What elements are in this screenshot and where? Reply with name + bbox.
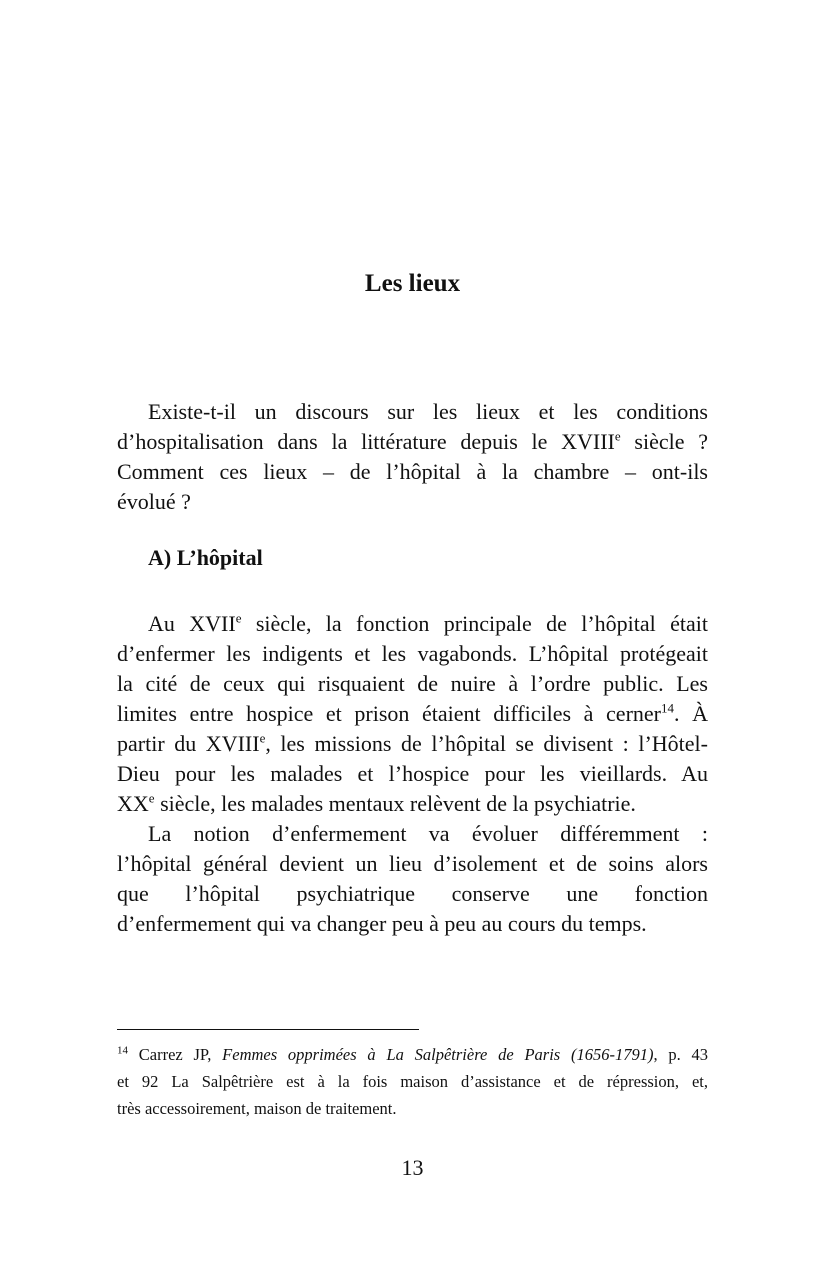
p1-line-5: partir du XVIIIe, les missions de l’hôpital se divisent : l’Hôtel- bbox=[117, 730, 708, 756]
p1-line-6: Dieu pour les malades et l’hospice pour les vieillards. Au bbox=[117, 761, 708, 786]
p1-line-4: limites entre hospice et prison étaient difficiles à cerner$^{14}$. À bbox=[117, 700, 709, 726]
p2-line-1: La notion d’enfermement va évoluer différemment : bbox=[148, 821, 708, 846]
footnote-line-3: très accessoirement, maison de traitement. bbox=[117, 1099, 397, 1118]
page-number: 13 bbox=[401, 1155, 424, 1180]
intro-line-4: évolué ? bbox=[117, 489, 191, 514]
chapter-heading: Les lieux bbox=[364, 270, 461, 297]
footnote-line-1: $^{14}$ Carrez JP, Femmes opprimées à La Salpêtrière de Paris (1656-1791), p. 43 bbox=[117, 1044, 709, 1064]
footnote-number: 14 bbox=[117, 1044, 128, 1057]
p1-line-1: Au XVIIe siècle, la fonction principale de l’hôpital était bbox=[148, 610, 708, 636]
footnote-line-2: et 92 La Salpêtrière est à la fois maison d’assistance et de répression, et, bbox=[117, 1072, 708, 1091]
section-heading-a: A) L’hôpital bbox=[148, 545, 263, 570]
intro-line-2: d’hospitalisation dans la littérature depuis le XVIIIe siècle ? bbox=[117, 428, 708, 454]
p2-line-2: l’hôpital général devient un lieu d’isolement et de soins alors bbox=[117, 851, 708, 876]
intro-line-1: Existe-t-il un discours sur les lieux et les conditions bbox=[148, 399, 708, 424]
cited-work-title: Femmes opprimées à La Salpêtrière de Paris (1656-1791) bbox=[222, 1045, 654, 1064]
p2-line-4: d’enfermement qui va changer peu à peu au cours du temps. bbox=[117, 911, 647, 936]
footnote-ref[interactable]: 14 bbox=[661, 700, 674, 716]
p2-line-3: que l’hôpital psychiatrique conserve une fonction bbox=[117, 881, 708, 906]
superscript: e bbox=[614, 428, 621, 444]
p1-line-7: XXe siècle, les malades mentaux relèvent de la psychiatrie. bbox=[117, 790, 636, 816]
intro-line-3: Comment ces lieux – de l’hôpital à la chambre – ont-ils bbox=[117, 459, 708, 484]
p1-line-3: la cité de ceux qui risquaient de nuire à l’ordre public. Les bbox=[117, 671, 708, 696]
footnote-separator bbox=[117, 1029, 419, 1030]
p1-line-2: d’enfermer les indigents et les vagabonds. L’hôpital protégeait bbox=[117, 641, 708, 666]
